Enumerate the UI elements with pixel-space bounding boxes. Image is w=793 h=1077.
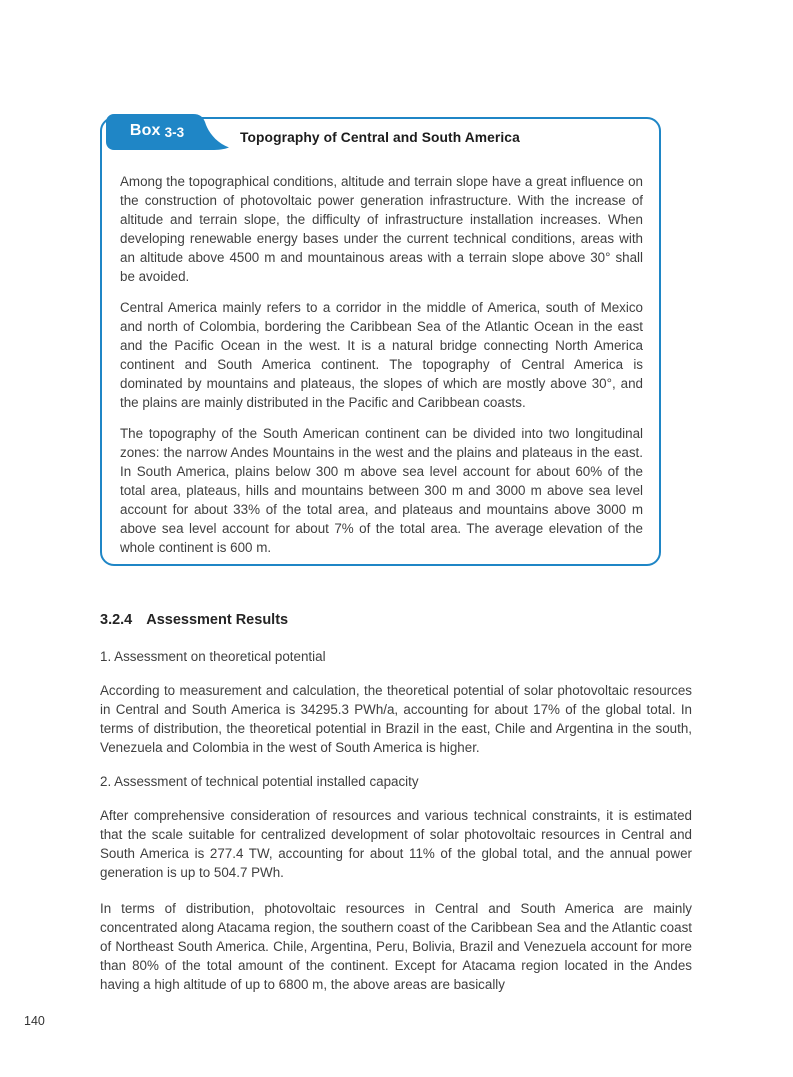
box-tab <box>105 113 231 151</box>
page-number: 140 <box>24 1014 45 1028</box>
subsection-heading-2: 2. Assessment of technical potential installed capacity <box>100 774 419 789</box>
box-label-number: 3-3 <box>164 124 185 140</box>
section-title: Assessment Results <box>146 612 289 628</box>
section-content <box>100 612 692 1011</box>
box-title: Topography of Central and South America <box>240 130 520 145</box>
box-paragraph-2: Central America mainly refers to a corridor in the middle of America, south of Mexico and north of Colombia, bordering the Caribbean Sea of the Atlantic Ocean in the east and the Pacific Ocean in the west. It is a natural bridge connecting North America continent and South America continent. The topography of Central America is dominated by mountains and plateaus, the slopes of which are mostly above 30°, and the plains are mainly distributed in the Pacific and Caribbean coasts. <box>120 300 643 410</box>
box-body <box>102 119 659 557</box>
box-tab-label <box>105 113 209 149</box>
box-label-word: Box <box>129 122 161 139</box>
subsection-heading-1: 1. Assessment on theoretical potential <box>100 649 326 664</box>
body-paragraph-2: After comprehensive consideration of resources and various technical constraints, it is estimated that the scale suitable for centralized development of solar photovoltaic resources in Central and South America is 277.4 TW, accounting for about 11% of the global total, and the annual power generation is up to 504.7 PWh. <box>100 808 692 880</box>
box-paragraph-1: Among the topographical conditions, altitude and terrain slope have a great influence on the construction of photovoltaic power generation infrastructure. With the increase of altitude and terrain slope, the difficulty of infrastructure installation increases. When developing renewable energy bases under the current technical conditions, areas with an altitude above 4500 m and mountainous areas with a terrain slope above 30° shall be avoided. <box>120 174 643 284</box>
body-paragraph-1: According to measurement and calculation, the theoretical potential of solar photovoltaic resources in Central and South America is 34295.3 PWh/a, accounting for about 17% of the global total. In terms of distribution, the theoretical potential in Brazil in the east, Chile and Argentina in the south, Venezuela and Colombia in the west of South America is higher. <box>100 683 692 755</box>
section-number: 3.2.4 <box>100 612 133 628</box>
box-callout <box>100 117 661 566</box>
body-paragraph-3: In terms of distribution, photovoltaic resources in Central and South America are mainly concentrated along Atacama region, the southern coast of the Caribbean Sea and the Atlantic coast of Northeast South America. Chile, Argentina, Peru, Bolivia, Brazil and Venezuela account for more than 80% of the total amount of the continent. Except for Atacama region located in the Andes having a high altitude of up to 6800 m, the above areas are basically <box>100 901 692 992</box>
box-paragraph-3: The topography of the South American continent can be divided into two longitudinal zones: the narrow Andes Mountains in the west and the plains and plateaus in the east. In South America, plains below 300 m above sea level account for about 60% of the total area, plateaus, hills and mountains between 300 m and 3000 m above sea level account for about 33% of the total area, and plateaus and mountains above 3000 m above sea level account for about 7% of the total area. The average elevation of the whole continent is 600 m. <box>120 426 643 555</box>
section-heading <box>100 612 692 628</box>
